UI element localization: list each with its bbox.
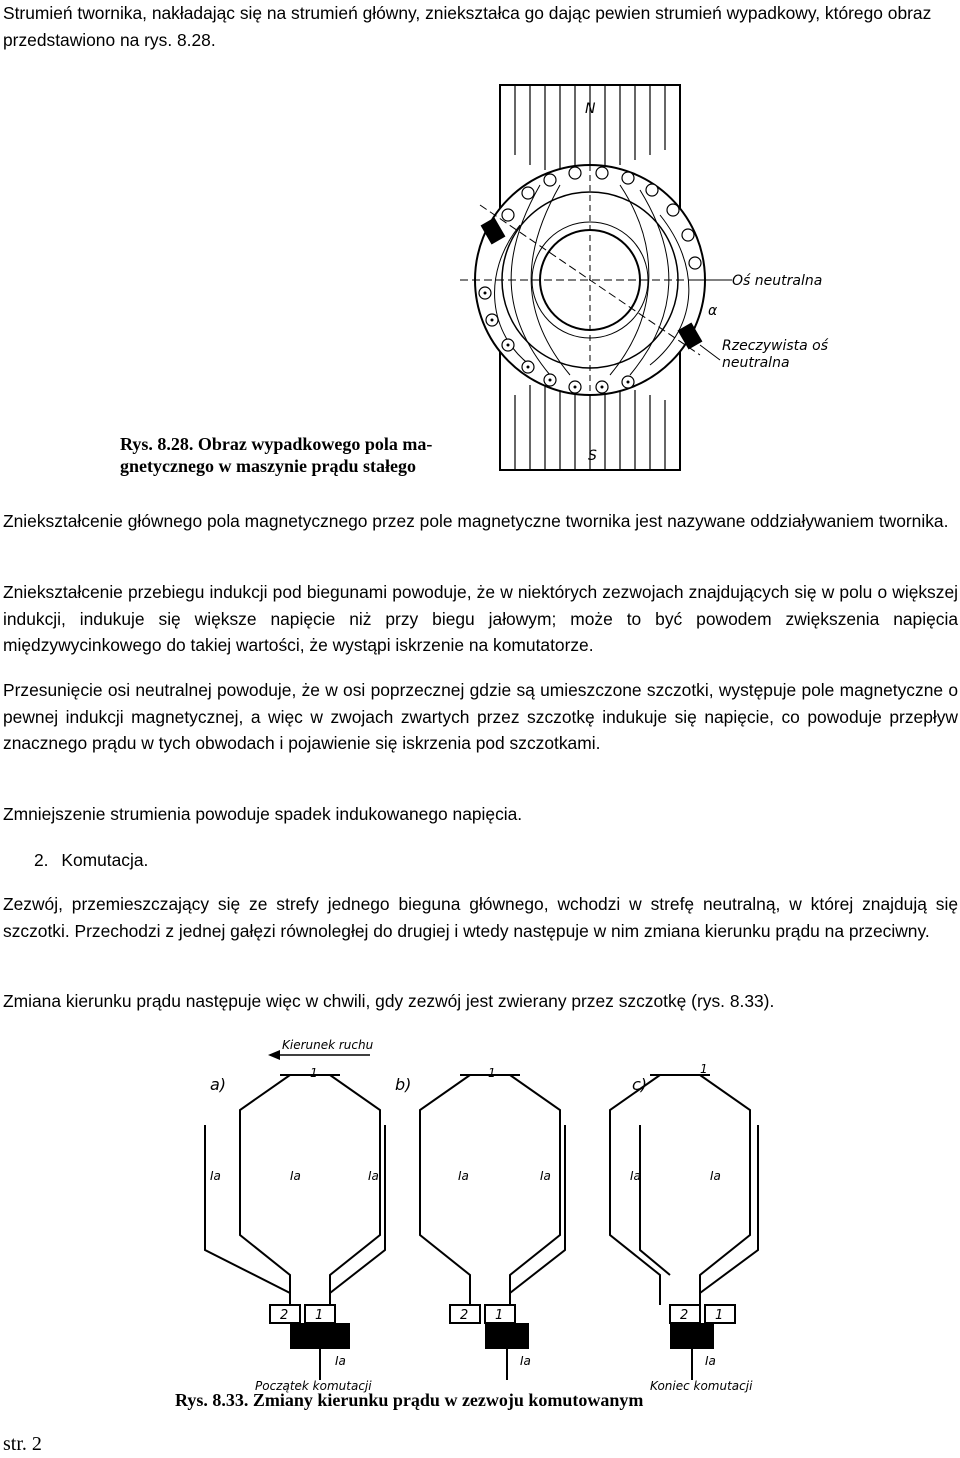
south-pole-label: S [588,448,597,464]
panel-c-letter: c) [632,1075,648,1094]
panel-b [420,1075,565,1305]
panel-b-ia-2: Ia [540,1169,551,1183]
figure-8-33-caption-text: Zmiany kierunku prądu w zezwoju komutowanym [252,1390,644,1410]
label-start: Początek komutacji [255,1379,372,1393]
real-neutral-axis-label-1: Rzeczywista oś [722,338,829,354]
panel-c-seg-right: 1 [715,1308,724,1323]
paragraph-5: Zmniejszenie strumienia powoduje spadek indukowanego napięcia. [3,804,523,824]
alpha-label: α [708,303,718,319]
magnetic-field-diagram [120,75,840,485]
direction-label: Kierunek ruchu [282,1038,374,1052]
panel-b-top: 1 [488,1066,496,1080]
panel-b-seg-left: 2 [460,1308,469,1323]
panel-b-ia-3: Ia [520,1354,531,1368]
figure-8-28-caption-line2: gnetycznego w maszynie prądu stałego [120,456,416,476]
section-number: 2. [34,850,49,870]
paragraph-3: Zniekształcenie przebiegu indukcji pod biegunami powoduje, że w niektórych zezwojach znajdujących się w polu o większej indukcji, indukuje się większe napięcie niż przy biegu jałowym; może to być powodem zwiększenia napięcia międzywycinkowego do takiej wartości, że wystąpi iskrzenie na komutatorze. [3,582,958,655]
panel-c-seg-left: 2 [680,1308,689,1323]
paragraph-1: Strumień twornika, nakładając się na strumień główny, zniekształca go dając pewien strumień wypadkowy, którego obraz przedstawiono na rys. 8.28. [3,3,932,50]
panel-c-ia-3: Ia [705,1354,716,1368]
panel-c [610,1075,758,1305]
paragraph-4: Przesunięcie osi neutralnej powoduje, że w osi poprzecznej gdzie są umieszczone szczotki, występuje pole magnetyczne o pewnej indukcji magnetycznej, a więc w zwojach zwartych przez szczotkę indukuje się napięcie, co powoduje przepływ znacznego prądu w tych obwodach i pojawienie się iskrzenia pod szczotkami. [3,680,958,753]
real-neutral-axis-label-2: neutralna [722,355,790,371]
paragraph-7: Zezwój, przemieszczający się ze strefy jednego bieguna głównego, wchodzi w strefę neutralną, w której znajdują się szczotki. Przechodzi z jednej gałęzi równoległej do drugiej i wtedy następuje w nim zmiana kierunku prądu na przeciwny. [3,894,958,941]
panel-a-ia-3: Ia [368,1169,379,1183]
panel-a-top: 1 [310,1066,318,1080]
page-number: str. 2 [3,1433,42,1455]
panel-b-ia-1: Ia [458,1169,469,1183]
panel-a [205,1075,385,1305]
figure-8-28-caption [120,433,450,477]
figure-8-28-caption-num: Rys. 8.28. [120,434,194,454]
panel-a-ia-2: Ia [290,1169,301,1183]
neutral-axis-label: Oś neutralna [732,273,823,289]
panel-a-seg-left: 2 [280,1308,289,1323]
panel-b-letter: b) [395,1075,412,1094]
section-title: Komutacja. [61,850,149,870]
north-pole-label: N [585,101,596,117]
figure-8-28-caption-line1: Obraz wypadkowego pola ma- [197,434,433,454]
panel-c-top: 1 [700,1062,708,1076]
panel-a-seg-right: 1 [315,1308,324,1323]
figure-8-28 [120,75,840,485]
panel-a-ia-1: Ia [210,1169,221,1183]
paragraph-8: Zmiana kierunku prądu następuje więc w chwili, gdy zezwój jest zwierany przez szczotkę (rys. 8.33). [3,991,775,1011]
panel-b-seg-right: 1 [495,1308,504,1323]
panel-a-ia-4: Ia [335,1354,346,1368]
paragraph-2: Zniekształcenie głównego pola magnetycznego przez pole magnetyczne twornika jest nazywane oddziaływaniem twornika. [3,511,949,531]
panel-a-letter: a) [210,1075,227,1094]
figure-8-33 [170,1035,790,1420]
panel-c-ia-2: Ia [710,1169,721,1183]
figure-8-33-caption [175,1389,775,1411]
commutation-diagram [170,1035,790,1420]
label-end: Koniec komutacji [650,1379,753,1393]
figure-8-33-caption-num: Rys. 8.33. [175,1390,249,1410]
panel-c-ia-1: Ia [630,1169,641,1183]
section-heading [34,847,634,874]
